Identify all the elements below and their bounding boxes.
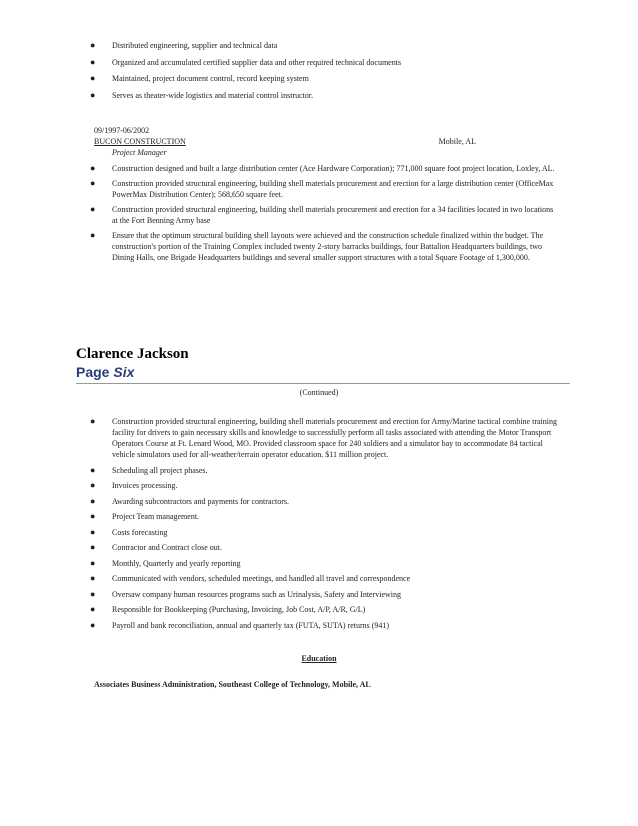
bullet-icon: ● — [90, 73, 96, 83]
candidate-name: Clarence Jackson — [76, 346, 189, 362]
job-duties-list — [87, 163, 557, 267]
bullet-icon: ● — [90, 480, 96, 490]
bullet-icon: ● — [90, 230, 96, 240]
list-item-text: Organized and accumulated certified supplier data and other required technical documents — [112, 57, 402, 67]
list-item — [87, 178, 557, 200]
list-item-text: Construction designed and built a large distribution center (Ace Hardware Corporation); 771,000 square foot project location, Loxley, AL. — [112, 164, 555, 173]
list-item — [87, 90, 557, 101]
list-item — [87, 416, 562, 460]
job-header — [94, 136, 554, 147]
list-item-text: Construction provided structural engineering, building shell materials procurement and erection for Army/Marine tactical combine training facility for drivers to gain necessary skills and knowledge to successfully perform all tasks associated with attending the Motor Transport Operators Course at Ft. Lenard Wood, MO. Provided classroom space for 240 soldiers and a simulator bay to accommodate 84 tactical vehicle simulators used for all-weather/terrain operator education. $11 million project. — [112, 417, 557, 459]
list-item-text: Responsible for Bookkeeping (Purchasing, Invoicing, Job Cost, A/P, A/R, G/L) — [112, 605, 366, 614]
list-item-text: Scheduling all project phases. — [112, 465, 208, 475]
list-item — [87, 230, 557, 263]
bullet-icon: ● — [90, 464, 96, 475]
list-item-text: Project Team management. — [112, 512, 200, 521]
list-item-text: Monthly, Quarterly and yearly reporting — [112, 558, 241, 568]
job-title: Project Manager — [112, 148, 167, 157]
bullet-icon: ● — [90, 542, 96, 552]
list-item — [87, 558, 562, 569]
list-item-text: Ensure that the optimum structural building shell layouts were achieved and the construction schedule finalized within the budget. The construction's portion of the Training Complex included twenty 2-story barracks buildings, four Battalion Headquarters buildings, two Dining Halls, one Brigade Headquarters buildings and several smaller support structures with a total Square Footage of 1,300,000. — [112, 231, 544, 262]
list-item — [87, 480, 562, 491]
list-item — [87, 496, 562, 507]
bullet-icon: ● — [90, 604, 96, 614]
list-item — [87, 573, 562, 584]
list-item-text: Oversaw company human resources programs such as Urinalysis, Safety and Interviewing — [112, 589, 402, 599]
list-item-text: Costs forecasting — [112, 527, 168, 537]
list-item — [87, 73, 557, 84]
list-item-text: Communicated with vendors, scheduled meetings, and handled all travel and correspondence — [112, 574, 411, 583]
bullet-icon: ● — [90, 511, 96, 521]
list-item-text: Distributed engineering, supplier and technical data — [112, 41, 278, 50]
bullet-icon: ● — [90, 163, 96, 173]
list-item — [87, 57, 557, 68]
bullet-icon: ● — [90, 495, 96, 506]
list-item — [87, 40, 557, 51]
page-label — [76, 364, 134, 380]
bullet-icon: ● — [90, 557, 96, 568]
list-item — [87, 163, 557, 174]
education-heading: Education — [301, 654, 337, 663]
list-item-text: Construction provided structural engineering, building shell materials procurement and erection for a large distribution center (OfficeMax PowerMax Distribution Center); 568,650 square feet. — [112, 179, 554, 199]
job-company: BUCON CONSTRUCTION — [94, 137, 186, 146]
continued-label: (Continued) — [299, 388, 339, 397]
responsibilities-list-continued — [87, 416, 562, 635]
list-item — [87, 465, 562, 476]
bullet-icon: ● — [90, 204, 96, 214]
bullet-icon: ● — [90, 178, 96, 188]
list-item — [87, 589, 562, 600]
bullet-icon: ● — [90, 40, 96, 50]
job-location: Mobile, AL — [438, 137, 476, 146]
bullet-icon: ● — [90, 416, 96, 426]
list-item — [87, 511, 562, 522]
list-item-text: Payroll and bank reconciliation, annual and quarterly tax (FUTA, SUTA) returns (941) — [112, 620, 390, 630]
header-divider — [76, 383, 570, 384]
job-entry — [94, 125, 554, 158]
list-item-text: Contractor and Contract close out. — [112, 543, 222, 552]
bullet-icon: ● — [90, 56, 96, 67]
page-number: Six — [113, 364, 135, 380]
list-item — [87, 620, 562, 631]
bullet-icon: ● — [90, 588, 96, 599]
list-item — [87, 604, 562, 615]
page-word: Page — [76, 364, 110, 380]
list-item-text: Invoices processing. — [112, 481, 178, 490]
list-item — [87, 204, 557, 226]
bullet-icon: ● — [90, 526, 96, 537]
bullet-icon: ● — [90, 573, 96, 583]
list-item-text: Construction provided structural engineering, building shell materials procurement and erection for a 34 facilities located in two locations at the Fort Benning Army base — [112, 205, 554, 225]
job-dates: 09/1997-06/2002 — [94, 126, 150, 135]
education-degree: Associates Business Administration, Southeast College of Technology, Mobile, AL — [94, 680, 371, 689]
list-item — [87, 527, 562, 538]
bullet-icon: ● — [90, 619, 96, 630]
responsibilities-list-top — [87, 40, 557, 106]
bullet-icon: ● — [90, 89, 96, 100]
list-item-text: Maintained, project document control, record keeping system — [112, 74, 309, 83]
list-item-text: Awarding subcontractors and payments for contractors. — [112, 496, 289, 506]
list-item — [87, 542, 562, 553]
list-item-text: Serves as theater-wide logistics and material control instructor. — [112, 90, 314, 100]
